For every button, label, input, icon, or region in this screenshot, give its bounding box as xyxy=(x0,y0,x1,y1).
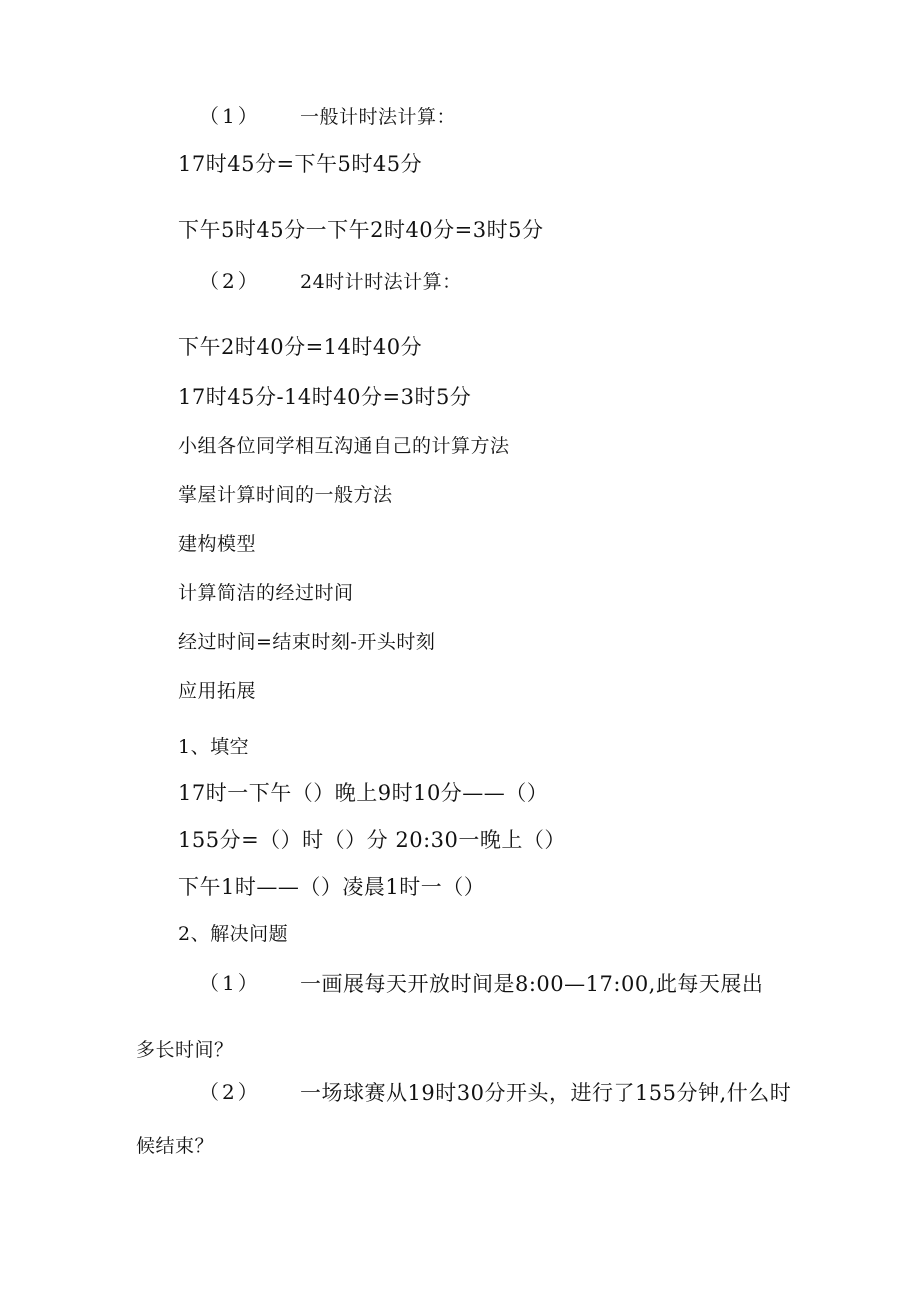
problem-1-continuation: 多长时间？ xyxy=(136,1039,234,1061)
problem-1-number: （1） xyxy=(199,971,261,995)
method-1-line-2: 下午5时45分一下午2时40分=3时5分 xyxy=(178,218,544,242)
summary-line-2: 掌屋计算时间的一般方法 xyxy=(178,484,393,506)
method-2-line-1: 下午2时40分=14时40分 xyxy=(178,335,423,359)
method-1-number: （1） xyxy=(199,104,261,128)
method-2-number: （2） xyxy=(199,269,261,293)
summary-line-4: 计算简洁的经过时间 xyxy=(178,582,354,604)
problem-1-text: 一画展每天开放时间是8:00—17:00,此每天展出 xyxy=(300,972,764,996)
fill-blank-line-1: 17时一下午（）晚上9时10分——（） xyxy=(178,781,549,805)
section-application: 应用拓展 xyxy=(178,680,257,702)
method-2-line-2: 17时45分-14时40分=3时5分 xyxy=(178,385,472,409)
fill-blank-line-2: 155分=（）时（）分 20:30一晚上（） xyxy=(178,828,566,852)
summary-line-1: 小组各位同学相互沟通自己的计算方法 xyxy=(178,435,510,457)
method-1-heading: 一般计时法计算： xyxy=(300,106,457,128)
method-1-line-1: 17时45分=下午5时45分 xyxy=(178,152,423,176)
fill-blank-title: 1、填空 xyxy=(178,736,250,758)
problem-2-text: 一场球赛从19时30分开头，进行了155分钟,什么时 xyxy=(300,1081,792,1105)
formula-line: 经过时间=结束时刻-开头时刻 xyxy=(178,631,436,653)
method-2-heading: 24时计时法计算： xyxy=(300,271,462,293)
problem-2-number: （2） xyxy=(199,1080,261,1104)
section-build-model: 建构模型 xyxy=(178,533,257,555)
problem-title: 2、解决问题 xyxy=(178,923,289,945)
fill-blank-line-3: 下午1时——（）凌晨1时一（） xyxy=(178,875,486,899)
problem-2-continuation: 候结束？ xyxy=(136,1135,215,1157)
